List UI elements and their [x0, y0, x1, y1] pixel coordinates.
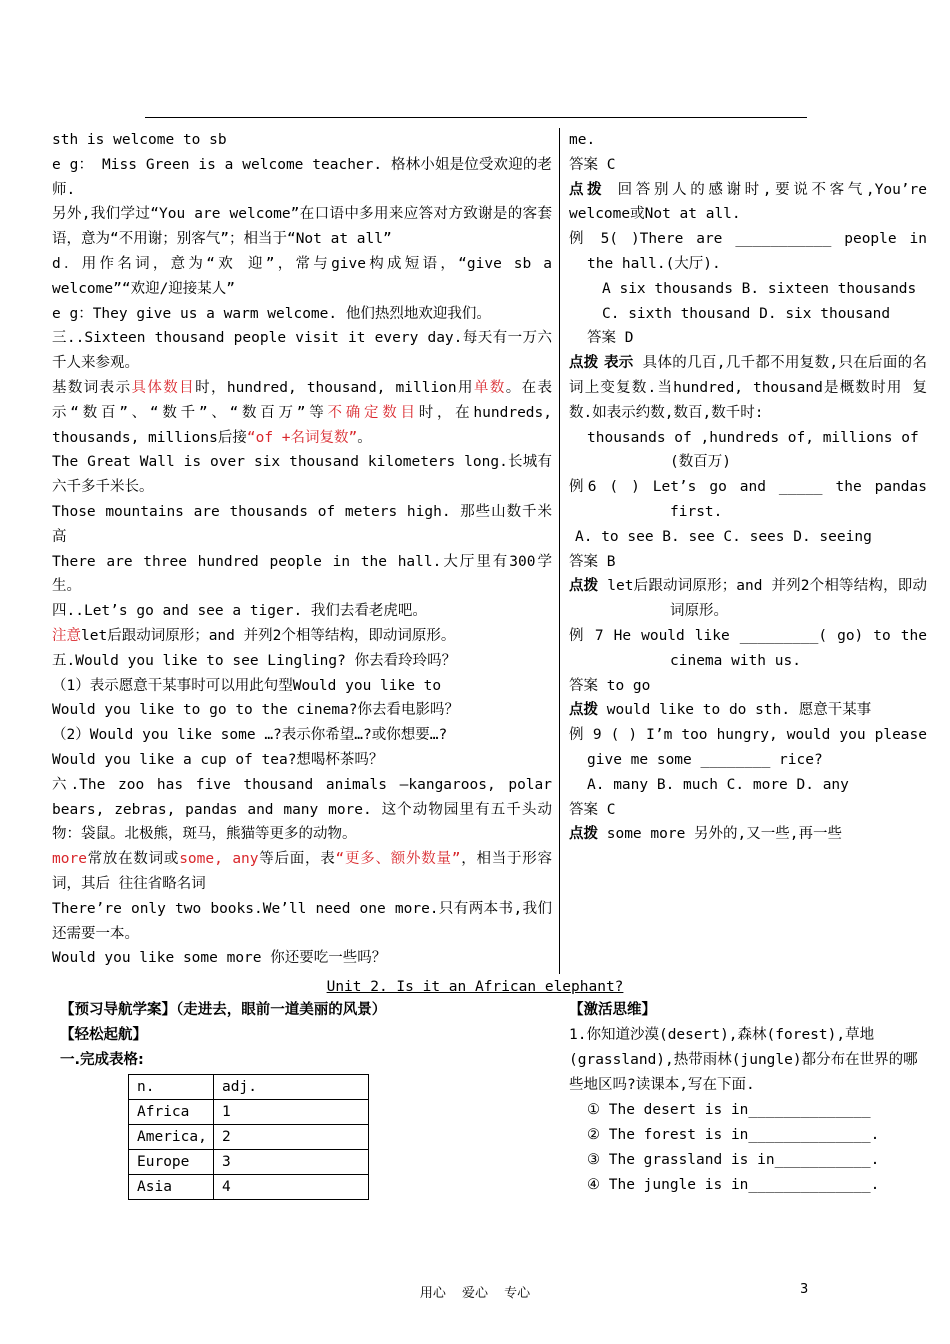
question-text: 1.你知道沙漠(desert),森林(forest),草地(grassland),热带雨林(jungle)都分布在世界的哪些地区吗?读课本,写在下面. [569, 1027, 918, 1093]
page-footer: 用心 爱心 专心 [419, 1286, 531, 1301]
section-heading: 【预习导航学案】（走进去，眼前一道美丽的风景） [60, 1002, 387, 1018]
table-row [129, 1150, 369, 1175]
hint-line: 点拨 some more 另外的,又一些,再一些 [569, 826, 842, 843]
table-header-row [129, 1075, 369, 1100]
header-rule [145, 117, 807, 118]
text-line: （1）表示愿意干某事时可以用此句型Would you like to [52, 677, 442, 694]
table-cell: Africa [129, 1100, 214, 1125]
text-line: d．用作名词，意为“欢 迎”，常与give构成短语，“give sb a welcome”“欢迎/迎接某人” [52, 255, 552, 297]
example-line: There’re only two books.We’ll need one more.只有两本书,我们还需要一本。 [52, 900, 552, 942]
example-9: 例 9 ( ) I’m too hungry, would you please give me some ________ rice? [569, 727, 927, 768]
text-line: thousands of ,hundreds of, millions of [587, 429, 919, 446]
example-line: There are three hundred people in the hall.大厅里有300学生。 [52, 553, 552, 595]
section-five: 五.Would you like to see Lingling? 你去看玲玲吗？ [52, 652, 457, 669]
page-number: 3 [800, 1282, 809, 1297]
example-line: Those mountains are thousands of meters high. 那些山数千米高 [52, 503, 552, 545]
text-line: sth is welcome to sb [52, 132, 227, 148]
table-cell: 2 [214, 1125, 369, 1150]
table-cell: 4 [214, 1175, 369, 1200]
text-line: Would you like to go to the cinema?你去看电影吗？ [52, 702, 460, 719]
hint-line: 点拨 would like to do sth. 愿意干某事 [569, 702, 872, 719]
left-column [52, 128, 552, 971]
answer-line: 答案 B [569, 553, 616, 570]
table-header-cell: n. [129, 1075, 214, 1100]
option-line: C. sixth thousand D. six thousand [602, 305, 891, 322]
text-line: Would you like a cup of tea?想喝杯茶吗？ [52, 751, 384, 768]
answer-line: 答案 to go [569, 677, 651, 694]
thinking-section [569, 998, 929, 1198]
table-cell: 1 [214, 1100, 369, 1125]
table-cell: Europe [129, 1150, 214, 1175]
text-line: 另外,我们学过“You are welcome”在口语中多用来应答对方致谢是的客套语，意为“不用谢；别客气”；相当于“Not at all” [52, 206, 552, 248]
column-divider [559, 128, 560, 974]
section-three: 三..Sixteen thousand people visit it every day.每天有一万六千人来参观。 [52, 330, 552, 372]
table-row [129, 1100, 369, 1125]
section-four: 四..Let’s go and see a tiger. 我们去看老虎吧。 [52, 603, 427, 620]
grammar-note: 基数词表示具体数目时，hundred, thousand, million用单数。在表示“数百”、“数千”、“数百万”等不确定数目时，在hundreds, thousands, millions后接“of +名词复数”。 [52, 379, 553, 446]
table-header-cell: adj. [214, 1075, 369, 1100]
example-5: 例 5( )There are ___________ people in the hall.(大厅). [569, 231, 927, 272]
task-heading: 一.完成表格: [60, 1052, 144, 1068]
right-column [569, 128, 927, 847]
option-line: A. many B. much C. more D. any [587, 776, 849, 793]
answer-line: 答案 C [569, 801, 616, 818]
answer-line: 答案 D [587, 330, 634, 347]
example-line: Would you like some more 你还要吃一些吗？ [52, 950, 387, 967]
section-heading: 【轻松起航】 [60, 1027, 147, 1043]
more-note: more常放在数词或some, any等后面，表“更多、额外数量”，相当于形容词，其后 往往省略名词 [52, 851, 553, 892]
text-line: （2）Would you like some …?表示你希望…?或你想要…? [52, 727, 448, 744]
hint-line: 点拨 表示 具体的几百,几千都不用复数,只在后面的名词上变复数.当hundred, thousand是概数时用 复数.如表示约数,数百,数千时: [569, 355, 927, 421]
answer-line: 答案 C [569, 156, 616, 173]
example-7: 例 7 He would like _________( go) to the cinema with us. [569, 627, 927, 669]
text-line: e g：They give us a warm welcome. 他们热烈地欢迎我们。 [52, 305, 491, 322]
table-row [129, 1175, 369, 1200]
table-cell: America, [129, 1125, 214, 1150]
section-six: 六.The zoo has five thousand animals –kangaroos, polar bears, zebras, pandas and many more. 这个动物园里有五千头动物：袋鼠。北极熊，斑马，熊猫等更多的动物。 [52, 776, 552, 843]
preview-section [60, 998, 530, 1073]
example-6: 例6 ( ) Let’s go and _____ the pandas first. [569, 479, 927, 520]
blank-line: ② The forest is in______________. [587, 1127, 880, 1143]
unit-title: Unit 2. Is it an African elephant? [326, 979, 624, 995]
option-line: A. to see B. see C. sees D. seeing [575, 528, 872, 545]
table-cell: 3 [214, 1150, 369, 1175]
attention-note: 注意let后跟动词原形；and 并列2个相等结构，即动词原形。 [52, 627, 456, 644]
blank-line: ③ The grassland is in___________. [587, 1152, 880, 1168]
section-heading: 【激活思维】 [569, 1002, 656, 1018]
text-line: me. [569, 132, 596, 148]
hint-line: 点拨 回答别人的感谢时,要说不客气,You’re welcome或Not at all. [569, 181, 928, 223]
text-line: (数百万) [670, 454, 731, 471]
blank-line: ④ The jungle is in______________. [587, 1177, 880, 1193]
country-adjective-table [128, 1074, 369, 1200]
option-line: A six thousands B. sixteen thousands [602, 280, 917, 297]
table-row [129, 1125, 369, 1150]
hint-line: 点拨 let后跟动词原形；and 并列2个相等结构，即动词原形。 [569, 578, 927, 620]
text-line: e g： Miss Green is a welcome teacher. 格林小姐是位受欢迎的老师. [52, 156, 552, 198]
table-cell: Asia [129, 1175, 214, 1200]
example-line: The Great Wall is over six thousand kilometers long.长城有六千多千米长。 [52, 454, 552, 496]
blank-line: ① The desert is in______________ [587, 1102, 871, 1118]
